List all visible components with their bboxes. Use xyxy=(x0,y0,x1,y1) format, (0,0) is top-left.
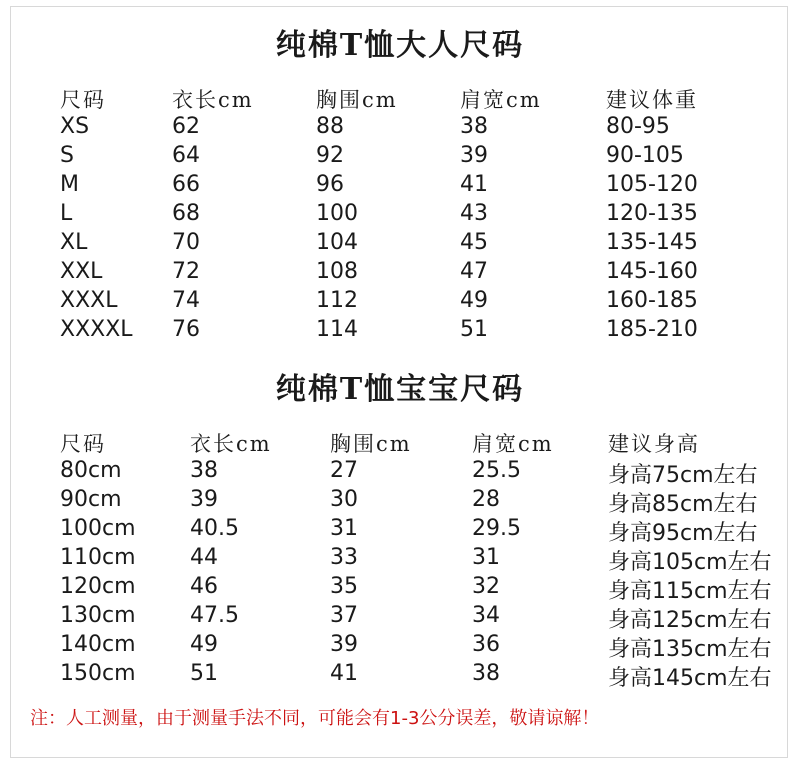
baby-cell-r4-c2: 35 xyxy=(330,574,358,599)
adult-cell-r4-c4: 135-145 xyxy=(606,230,698,255)
baby-cell-r3-c0: 110cm xyxy=(60,545,136,570)
adult-cell-r6-c3: 49 xyxy=(460,288,488,313)
adult-cell-r7-c2: 114 xyxy=(316,317,358,342)
baby-cell-r4-c1: 46 xyxy=(190,574,218,599)
baby-header-3: 肩宽cm xyxy=(472,432,554,456)
adult-cell-r0-c3: 38 xyxy=(460,114,488,139)
adult-cell-r4-c0: XL xyxy=(60,230,88,255)
measurement-note: 注：人工测量，由于测量手法不同，可能会有1-3公分误差，敬请谅解！ xyxy=(30,708,600,729)
adult-cell-r6-c0: XXXL xyxy=(60,288,118,313)
baby-cell-r1-c1: 39 xyxy=(190,487,218,512)
adult-header-1: 衣长cm xyxy=(172,88,254,112)
adult-header-0: 尺码 xyxy=(60,88,106,112)
baby-header-4: 建议身高 xyxy=(608,432,700,456)
baby-cell-r6-c0: 140cm xyxy=(60,632,136,657)
baby-cell-r7-c4: 身高145cm左右 xyxy=(608,666,772,691)
baby-cell-r7-c0: 150cm xyxy=(60,661,136,686)
adult-cell-r2-c3: 41 xyxy=(460,172,488,197)
adult-cell-r2-c4: 105-120 xyxy=(606,172,698,197)
baby-header-1: 衣长cm xyxy=(190,432,272,456)
adult-cell-r5-c4: 145-160 xyxy=(606,259,698,284)
adult-cell-r1-c3: 39 xyxy=(460,143,488,168)
baby-cell-r6-c2: 39 xyxy=(330,632,358,657)
adult-cell-r0-c4: 80-95 xyxy=(606,114,670,139)
baby-cell-r7-c2: 41 xyxy=(330,661,358,686)
baby-cell-r2-c2: 31 xyxy=(330,516,358,541)
baby-cell-r6-c3: 36 xyxy=(472,632,500,657)
baby-cell-r4-c3: 32 xyxy=(472,574,500,599)
baby-cell-r7-c1: 51 xyxy=(190,661,218,686)
adult-cell-r3-c1: 68 xyxy=(172,201,200,226)
adult-cell-r4-c2: 104 xyxy=(316,230,358,255)
baby-cell-r5-c3: 34 xyxy=(472,603,500,628)
baby-cell-r4-c0: 120cm xyxy=(60,574,136,599)
baby-header-0: 尺码 xyxy=(60,432,106,456)
adult-header-2: 胸围cm xyxy=(316,88,398,112)
baby-cell-r6-c1: 49 xyxy=(190,632,218,657)
baby-cell-r3-c1: 44 xyxy=(190,545,218,570)
adult-cell-r2-c1: 66 xyxy=(172,172,200,197)
adult-cell-r4-c3: 45 xyxy=(460,230,488,255)
adult-cell-r1-c4: 90-105 xyxy=(606,143,684,168)
baby-cell-r5-c4: 身高125cm左右 xyxy=(608,608,772,633)
adult-cell-r0-c2: 88 xyxy=(316,114,344,139)
adult-cell-r6-c2: 112 xyxy=(316,288,358,313)
adult-cell-r7-c1: 76 xyxy=(172,317,200,342)
baby-cell-r4-c4: 身高115cm左右 xyxy=(608,579,772,604)
baby-cell-r5-c2: 37 xyxy=(330,603,358,628)
adult-cell-r3-c4: 120-135 xyxy=(606,201,698,226)
adult-cell-r5-c3: 47 xyxy=(460,259,488,284)
adult-cell-r0-c0: XS xyxy=(60,114,90,139)
adult-size-title: 纯棉T恤大人尺码 xyxy=(275,28,525,63)
baby-cell-r0-c0: 80cm xyxy=(60,458,122,483)
baby-cell-r1-c3: 28 xyxy=(472,487,500,512)
adult-header-3: 肩宽cm xyxy=(460,88,542,112)
adult-cell-r4-c1: 70 xyxy=(172,230,200,255)
baby-cell-r0-c1: 38 xyxy=(190,458,218,483)
adult-cell-r0-c1: 62 xyxy=(172,114,200,139)
adult-cell-r1-c1: 64 xyxy=(172,143,200,168)
baby-cell-r0-c3: 25.5 xyxy=(472,458,521,483)
adult-cell-r7-c3: 51 xyxy=(460,317,488,342)
baby-cell-r0-c4: 身高75cm左右 xyxy=(608,463,758,488)
adult-cell-r5-c2: 108 xyxy=(316,259,358,284)
adult-cell-r2-c0: M xyxy=(60,172,79,197)
adult-cell-r3-c3: 43 xyxy=(460,201,488,226)
baby-size-title: 纯棉T恤宝宝尺码 xyxy=(275,372,525,407)
baby-cell-r5-c0: 130cm xyxy=(60,603,136,628)
baby-cell-r2-c4: 身高95cm左右 xyxy=(608,521,758,546)
adult-cell-r1-c0: S xyxy=(60,143,74,168)
adult-cell-r1-c2: 92 xyxy=(316,143,344,168)
baby-cell-r2-c0: 100cm xyxy=(60,516,136,541)
baby-cell-r6-c4: 身高135cm左右 xyxy=(608,637,772,662)
baby-cell-r1-c0: 90cm xyxy=(60,487,122,512)
baby-cell-r5-c1: 47.5 xyxy=(190,603,239,628)
baby-header-2: 胸围cm xyxy=(330,432,412,456)
baby-cell-r0-c2: 27 xyxy=(330,458,358,483)
baby-cell-r3-c3: 31 xyxy=(472,545,500,570)
baby-cell-r3-c4: 身高105cm左右 xyxy=(608,550,772,575)
baby-cell-r3-c2: 33 xyxy=(330,545,358,570)
adult-header-4: 建议体重 xyxy=(606,88,698,112)
baby-cell-r2-c1: 40.5 xyxy=(190,516,239,541)
baby-cell-r1-c2: 30 xyxy=(330,487,358,512)
adult-cell-r5-c0: XXL xyxy=(60,259,103,284)
adult-cell-r6-c4: 160-185 xyxy=(606,288,698,313)
adult-cell-r7-c4: 185-210 xyxy=(606,317,698,342)
baby-cell-r2-c3: 29.5 xyxy=(472,516,521,541)
baby-cell-r1-c4: 身高85cm左右 xyxy=(608,492,758,517)
baby-cell-r7-c3: 38 xyxy=(472,661,500,686)
adult-cell-r3-c2: 100 xyxy=(316,201,358,226)
adult-cell-r6-c1: 74 xyxy=(172,288,200,313)
adult-cell-r2-c2: 96 xyxy=(316,172,344,197)
adult-cell-r5-c1: 72 xyxy=(172,259,200,284)
adult-cell-r7-c0: XXXXL xyxy=(60,317,133,342)
adult-cell-r3-c0: L xyxy=(60,201,73,226)
